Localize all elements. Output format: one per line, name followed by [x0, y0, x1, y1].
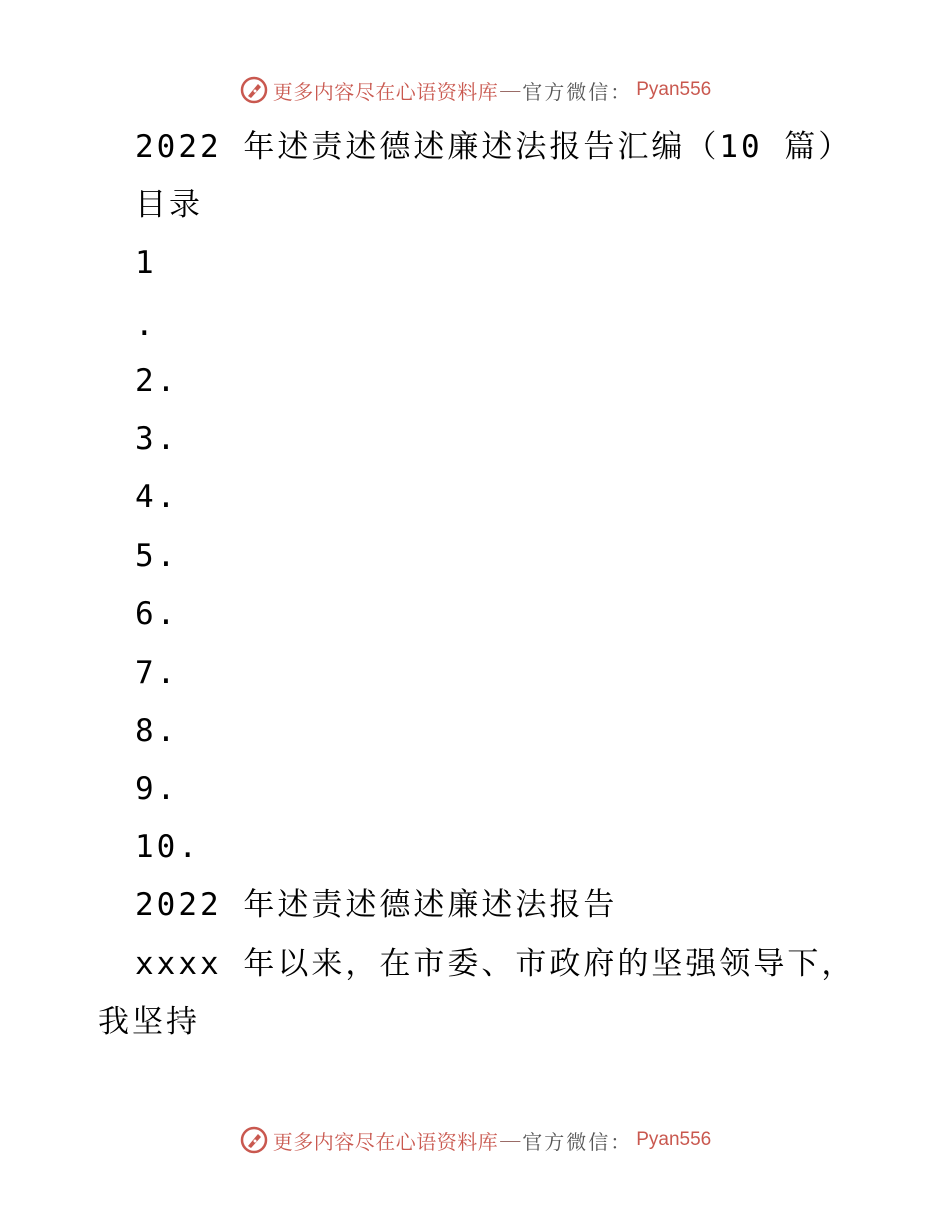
document-title: 2022 年述责述德述廉述法报告汇编（10 篇） [135, 129, 853, 165]
toc-item-5: 5. [135, 538, 179, 574]
section-title: 2022 年述责述德述廉述法报告 [135, 887, 618, 923]
toc-item-1: 1 [135, 245, 157, 281]
toc-item-3: 3. [135, 421, 179, 457]
toc-item-9: 9. [135, 771, 179, 807]
toc-item-10: 10. [135, 829, 200, 865]
paragraph-line: xxxx 年以来，在市委、市政府的坚强领导下， [135, 946, 856, 982]
toc-heading: 目录 [135, 187, 203, 223]
watermark-site: 更多内容尽在心语资料库 [272, 81, 499, 104]
watermark-separator: — [500, 1128, 521, 1151]
watermark-separator: — [500, 78, 521, 101]
pen-nib-logo-icon [239, 75, 269, 105]
toc-item-4: 4. [135, 479, 179, 515]
footer-watermark [0, 1120, 950, 1160]
paragraph-line-continued: 我坚持 [98, 1004, 200, 1040]
toc-item-6: 6. [135, 596, 179, 632]
toc-item-dot: . [135, 307, 157, 343]
toc-item-8: 8. [135, 713, 179, 749]
watermark-id: Pyan556 [636, 79, 712, 100]
toc-item-2: 2. [135, 363, 179, 399]
toc-item-7: 7. [135, 655, 179, 691]
watermark-label: 官方微信： [522, 1131, 633, 1154]
watermark-id: Pyan556 [636, 1129, 712, 1150]
header-watermark [0, 70, 950, 110]
pen-nib-logo-icon [239, 1125, 269, 1155]
watermark-label: 官方微信： [522, 81, 633, 104]
watermark-site: 更多内容尽在心语资料库 [272, 1131, 499, 1154]
